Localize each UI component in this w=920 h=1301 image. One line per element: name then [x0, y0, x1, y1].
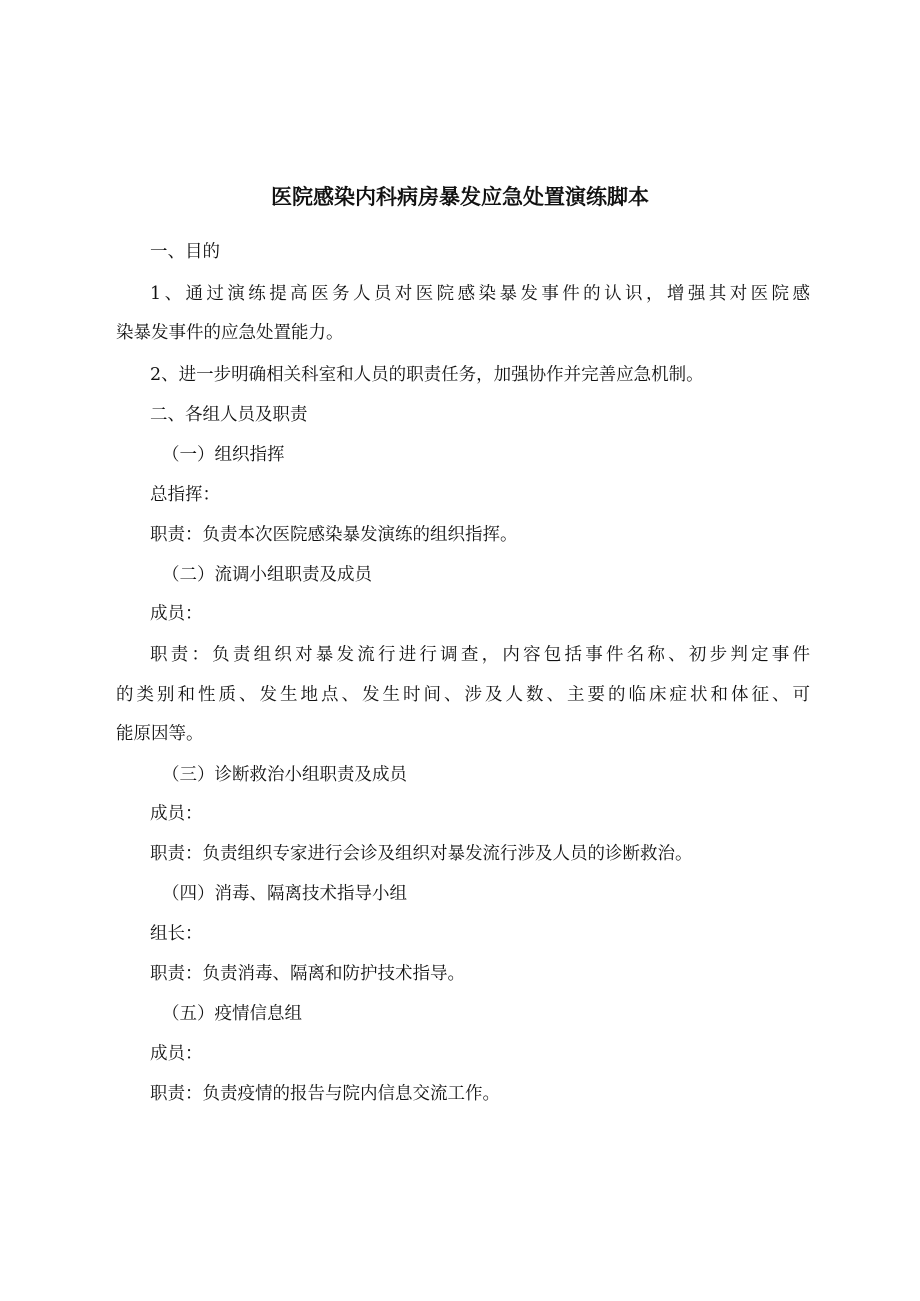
- command-duty: 职责：负责本次医院感染暴发演练的组织指挥。: [150, 525, 518, 545]
- subheading-disinfection: （四）消毒、隔离技术指导小组: [162, 884, 407, 904]
- heading-purpose: 一、目的: [150, 242, 220, 262]
- information-duty: 职责：负责疫情的报告与院内信息交流工作。: [150, 1084, 500, 1104]
- epidemiology-members-label: 成员：: [150, 604, 203, 624]
- disinfection-leader-label: 组长：: [150, 924, 203, 944]
- subheading-information: （五）疫情信息组: [162, 1004, 302, 1024]
- subheading-epidemiology: （二）流调小组职责及成员: [162, 565, 372, 585]
- subheading-command: （一）组织指挥: [162, 445, 285, 465]
- information-members-label: 成员：: [150, 1044, 203, 1064]
- diagnosis-duty: 职责：负责组织专家进行会诊及组织对暴发流行涉及人员的诊断救治。: [150, 844, 693, 864]
- document-title: 医院感染内科病房暴发应急处置演练脚本: [271, 185, 649, 209]
- command-leader-label: 总指挥：: [150, 485, 220, 505]
- epidemiology-duty-line-3: 能原因等。: [116, 724, 204, 744]
- subheading-diagnosis: （三）诊断救治小组职责及成员: [162, 765, 407, 785]
- purpose-item-2: 2、进一步明确相关科室和人员的职责任务，加强协作并完善应急机制。: [150, 365, 704, 385]
- purpose-item-1-line-2: 染暴发事件的应急处置能力。: [116, 323, 344, 343]
- epidemiology-duty-line-1: 职责：负责组织对暴发流行进行调查，内容包括事件名称、初步判定事件: [150, 645, 810, 665]
- diagnosis-members-label: 成员：: [150, 804, 203, 824]
- purpose-item-1-line-1: 1、通过演练提高医务人员对医院感染暴发事件的认识，增强其对医院感: [150, 284, 810, 304]
- disinfection-duty: 职责：负责消毒、隔离和防护技术指导。: [150, 964, 465, 984]
- heading-groups: 二、各组人员及职责: [150, 405, 308, 425]
- epidemiology-duty-line-2: 的类别和性质、发生地点、发生时间、涉及人数、主要的临床症状和体征、可: [116, 685, 810, 705]
